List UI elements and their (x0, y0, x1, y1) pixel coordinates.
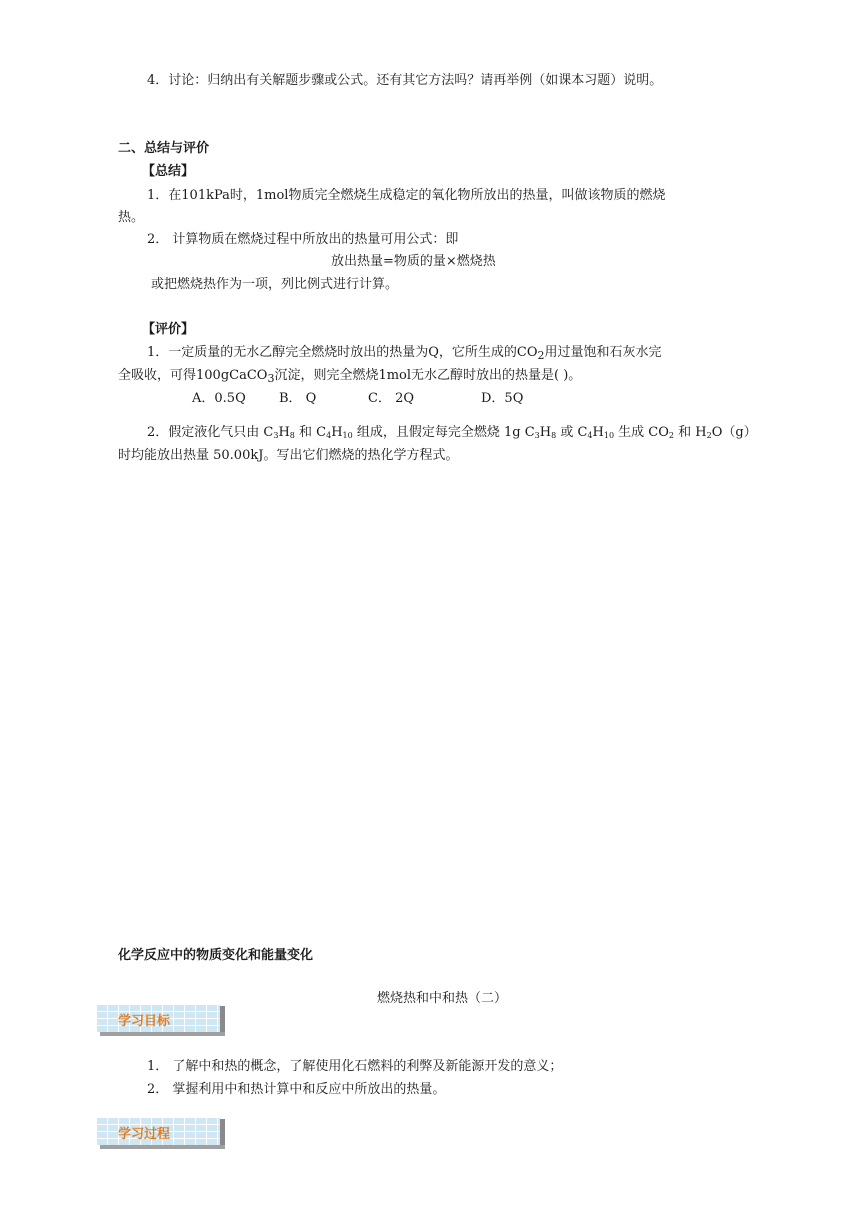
learning-process-banner (96, 1117, 226, 1149)
question-1-line2: 全吸收，可得100gCaCO$_3$沉淀，则完全燃烧1mol无水乙醇时放出的热量是( )。 (118, 368, 582, 385)
summary-item-1-line2: 热。 (118, 210, 145, 225)
question-1-option-a: A．0.5Q (192, 391, 246, 406)
summary-item-1-line1: 1．在101kPa时，1mol物质完全燃烧生成稳定的氧化物所放出的热量，叫做该物质的燃烧 (147, 188, 666, 203)
learning-goals-banner-label: 学习目标 (118, 1014, 171, 1029)
lesson-subtitle: 燃烧热和中和热（二） (377, 991, 508, 1006)
question-1-option-d: D．5Q (481, 391, 524, 406)
learning-process-banner-label: 学习过程 (118, 1127, 171, 1142)
goal-item-2: 2． 掌握利用中和热计算中和反应中所放出的热量。 (147, 1082, 446, 1097)
summary-item-2: 2． 计算物质在燃烧过程中所放出的热量可用公式：即 (147, 232, 459, 247)
section-title-summary-evaluation: 二、总结与评价 (118, 141, 210, 156)
question-1-line1: 1．一定质量的无水乙醇完全燃烧时放出的热量为Q，它所生成的$CO_2$用过量饱和石灰水完 (147, 345, 662, 362)
question-2-line1: 2．假定液化气只由 $C_3H_8$ 和 $C_4H_{10}$ 组成，且假定每完全燃烧 1g $C_3H_8$ 或 $C_4H_{10}$ 生成 $CO_2$ 和 $H_2O(g)$ (147, 425, 757, 440)
question-2-line2: 时均能放出热量 50.00kJ。写出它们燃烧的热化学方程式。 (118, 448, 459, 463)
goal-item-1: 1． 了解中和热的概念，了解使用化石燃料的利弊及新能源开发的意义； (147, 1059, 563, 1074)
summary-tail: 或把燃烧热作为一项，列比例式进行计算。 (151, 277, 399, 292)
summary-label: 【总结】 (142, 164, 195, 179)
unit-title: 化学反应中的物质变化和能量变化 (118, 948, 314, 963)
heat-formula: 放出热量=物质的量×燃烧热 (331, 254, 496, 269)
question-1-option-c: C． 2Q (368, 391, 415, 406)
discussion-item-4: 4．讨论：归纳出有关解题步骤或公式。还有其它方法吗？请再举例（如课本习题）说明。 (147, 73, 663, 88)
learning-goals-banner (96, 1004, 226, 1036)
evaluation-label: 【评价】 (142, 322, 195, 337)
question-1-option-b: B． Q (279, 391, 317, 406)
